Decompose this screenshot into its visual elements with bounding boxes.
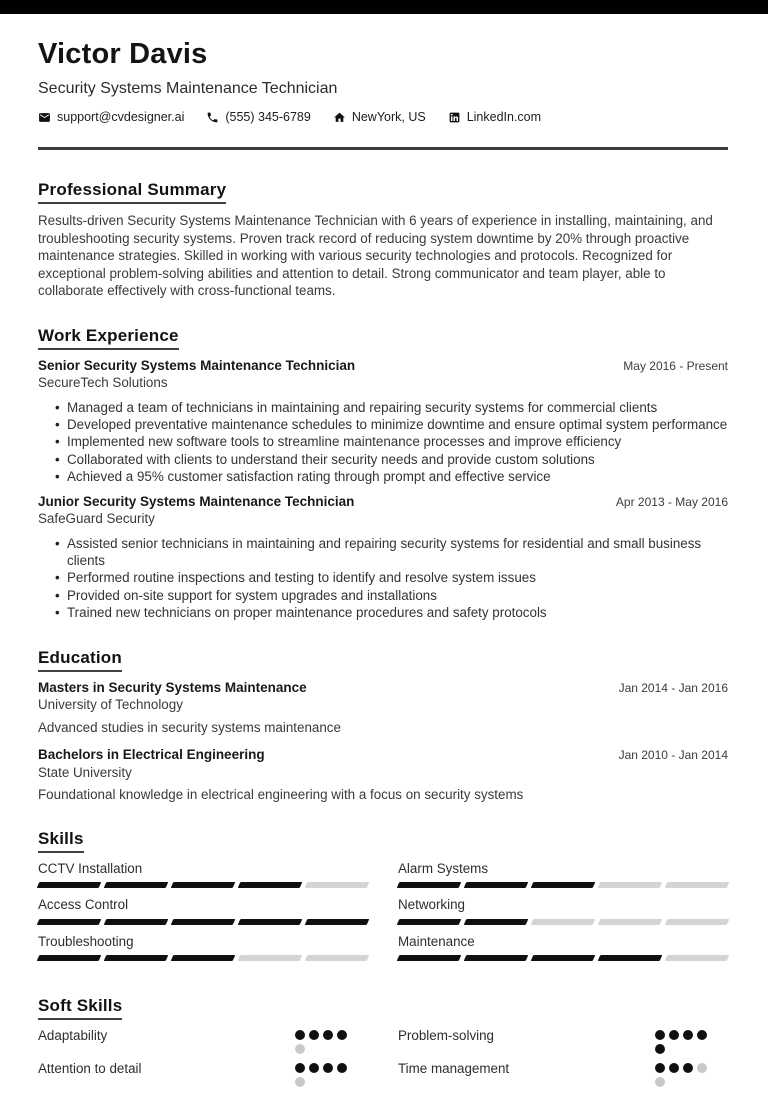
education-entry (38, 747, 728, 803)
skill-level-bar (398, 882, 728, 888)
skill-bar-segment (598, 882, 663, 888)
soft-skill-dot (655, 1063, 665, 1073)
skill-bar-segment (531, 955, 596, 961)
job-date: Apr 2013 - May 2016 (615, 494, 728, 509)
skill-bar-segment (531, 919, 596, 925)
header-divider (38, 147, 728, 150)
contact-text: support@cvdesigner.ai (57, 110, 185, 124)
education-degree: Bachelors in Electrical Engineering (38, 747, 265, 763)
skill-bar-segment (464, 882, 529, 888)
skill-label: Alarm Systems (398, 860, 489, 876)
soft-skill-dot (655, 1030, 665, 1040)
education-entry (38, 680, 728, 736)
skill-bar-segment (598, 955, 663, 961)
education-description: Foundational knowledge in electrical engineering with a focus on security systems (38, 787, 524, 803)
job-bullet: • Implemented new software tools to streamline maintenance processes and improve efficiency (55, 433, 728, 450)
section-work-experience (38, 326, 728, 622)
job-entry (38, 494, 728, 622)
education-date: Jan 2014 - Jan 2016 (618, 680, 728, 695)
education-degree: Masters in Security Systems Maintenance (38, 679, 307, 695)
soft-skill-dot (295, 1063, 305, 1073)
soft-skill-dot (669, 1030, 679, 1040)
contact-text: (555) 345-6789 (225, 110, 311, 124)
contact-item-phone (206, 110, 310, 124)
skill-label: Access Control (38, 897, 129, 913)
job-bullet: • Managed a team of technicians in maintaining and repairing security systems for commercial clients (55, 399, 728, 416)
skill-bar-segment (464, 919, 529, 925)
email-icon (38, 111, 51, 124)
soft-skill-dot (655, 1077, 665, 1087)
skill-item (398, 934, 728, 962)
section-heading-summary: Professional Summary (38, 180, 226, 204)
education-list (38, 680, 728, 803)
skill-bar-segment (171, 919, 236, 925)
skill-level-bar (398, 955, 728, 961)
skill-level-bar (38, 882, 368, 888)
skill-label: Networking (398, 897, 465, 913)
home-icon (333, 111, 346, 124)
skill-level-bar (38, 955, 368, 961)
person-job-title: Security Systems Maintenance Technician (38, 80, 338, 97)
education-header (38, 680, 728, 696)
job-bullet: • Achieved a 95% customer satisfaction rating through prompt and effective service (55, 468, 728, 485)
skill-item (38, 934, 368, 962)
soft-skill-dot (683, 1030, 693, 1040)
skill-bar-segment (665, 955, 730, 961)
job-header (38, 358, 728, 374)
skill-bar-segment (397, 955, 462, 961)
skill-bar-segment (305, 882, 370, 888)
education-school: University of Technology (38, 697, 183, 713)
education-school: State University (38, 764, 132, 780)
skill-label: CCTV Installation (38, 860, 143, 876)
resume-header (38, 38, 728, 124)
job-bullet: • Performed routine inspections and testing to identify and resolve system issues (55, 569, 728, 586)
soft-skill-dots (655, 1030, 713, 1054)
summary-text: Results-driven Security Systems Maintenance Technician with 6 years of experience in installing, maintaining, and troubleshooting security systems. Proven track record of reducing system downtime by 20% through proactive maintenance strategies. Skilled in working with various security technologies and protocols. Recognized for exceptional problem-solving abilities and attention to detail. Strong communicator and team player, able to collaborate effectively with cross-functional teams. (38, 213, 713, 298)
education-header (38, 747, 728, 763)
soft-skill-dot (669, 1063, 679, 1073)
skill-bar-segment (531, 882, 596, 888)
skill-bar-segment (665, 882, 730, 888)
soft-skill-item (38, 1028, 368, 1054)
skill-bar-segment (104, 919, 169, 925)
education-description: Advanced studies in security systems maintenance (38, 719, 341, 735)
soft-skill-dot (337, 1030, 347, 1040)
skill-item (38, 861, 368, 889)
soft-skill-dots (655, 1063, 713, 1087)
soft-skill-dot (295, 1077, 305, 1087)
skill-bar-segment (104, 955, 169, 961)
soft-skill-dot (697, 1030, 707, 1040)
job-title: Senior Security Systems Maintenance Technician (38, 357, 356, 373)
skill-bar-segment (305, 955, 370, 961)
contact-text: LinkedIn.com (466, 110, 542, 124)
job-bullet: • Developed preventative maintenance schedules to minimize downtime and ensure optimal system performance (55, 416, 728, 433)
contact-item-home (333, 110, 426, 124)
skill-bar-segment (171, 955, 236, 961)
section-heading-skills: Skills (38, 829, 84, 853)
job-bullet: • Trained new technicians on proper maintenance procedures and safety protocols (55, 604, 728, 621)
skill-bar-segment (238, 955, 303, 961)
section-professional-summary (38, 180, 728, 300)
skill-bar-segment (37, 919, 102, 925)
contact-text: NewYork, US (351, 110, 426, 124)
soft-skill-label: Time management (398, 1061, 510, 1077)
soft-skill-dots (295, 1063, 353, 1087)
skill-bar-segment (464, 955, 529, 961)
skill-bar-segment (37, 882, 102, 888)
skill-bar-segment (397, 919, 462, 925)
soft-skill-item (38, 1061, 368, 1087)
skills-grid (38, 861, 728, 971)
contact-item-linkedin[interactable] (448, 110, 541, 124)
soft-skills-grid (38, 1028, 728, 1094)
skill-bar-segment (665, 919, 730, 925)
skill-bar-segment (37, 955, 102, 961)
soft-skill-dot (697, 1063, 707, 1073)
skill-bar-segment (397, 882, 462, 888)
job-bullet: • Provided on-site support for system upgrades and installations (55, 587, 728, 604)
skill-item (398, 897, 728, 925)
job-bullet: • Collaborated with clients to understand their security needs and provide custom solutions (55, 451, 728, 468)
job-bullet: • Assisted senior technicians in maintaining and repairing security systems for residential and small business clients (55, 535, 728, 570)
job-bullet-list (38, 535, 728, 622)
skill-label: Maintenance (398, 933, 475, 949)
soft-skill-dot (309, 1063, 319, 1073)
soft-skill-dot (309, 1030, 319, 1040)
skill-bar-segment (305, 919, 370, 925)
job-entry (38, 358, 728, 486)
soft-skill-dot (683, 1063, 693, 1073)
section-skills (38, 829, 728, 971)
soft-skill-label: Attention to detail (38, 1061, 142, 1077)
person-name: Victor Davis (38, 38, 208, 70)
education-date: Jan 2010 - Jan 2014 (618, 748, 728, 763)
skill-bar-segment (238, 882, 303, 888)
phone-icon (206, 111, 219, 124)
soft-skill-label: Problem-solving (398, 1028, 495, 1044)
soft-skill-dot (323, 1063, 333, 1073)
soft-skill-label: Adaptability (38, 1028, 108, 1044)
skill-label: Troubleshooting (38, 933, 134, 949)
section-heading-education: Education (38, 648, 122, 672)
section-heading-soft-skills: Soft Skills (38, 996, 122, 1020)
skill-item (38, 897, 368, 925)
job-header (38, 494, 728, 510)
skill-level-bar (398, 919, 728, 925)
job-title: Junior Security Systems Maintenance Technician (38, 493, 355, 509)
skill-bar-segment (104, 882, 169, 888)
soft-skill-dot (295, 1030, 305, 1040)
job-date: May 2016 - Present (623, 358, 728, 373)
soft-skill-dot (337, 1063, 347, 1073)
job-company: SecureTech Solutions (38, 375, 168, 390)
soft-skill-dots (295, 1030, 353, 1054)
section-heading-experience: Work Experience (38, 326, 179, 350)
skill-item (398, 861, 728, 889)
job-bullet-list (38, 399, 728, 486)
skill-level-bar (38, 919, 368, 925)
soft-skill-dot (295, 1044, 305, 1054)
contact-row (38, 110, 728, 124)
section-education (38, 648, 728, 803)
soft-skill-item (398, 1028, 728, 1054)
skill-bar-segment (598, 919, 663, 925)
linkedin-icon (448, 111, 461, 124)
skill-bar-segment (238, 919, 303, 925)
section-soft-skills (38, 996, 728, 1094)
contact-item-email[interactable] (38, 110, 184, 124)
soft-skill-dot (655, 1044, 665, 1054)
top-accent-bar (0, 0, 768, 14)
skill-bar-segment (171, 882, 236, 888)
jobs-list (38, 358, 728, 622)
soft-skill-dot (323, 1030, 333, 1040)
job-company: SafeGuard Security (38, 511, 155, 527)
soft-skill-item (398, 1061, 728, 1087)
